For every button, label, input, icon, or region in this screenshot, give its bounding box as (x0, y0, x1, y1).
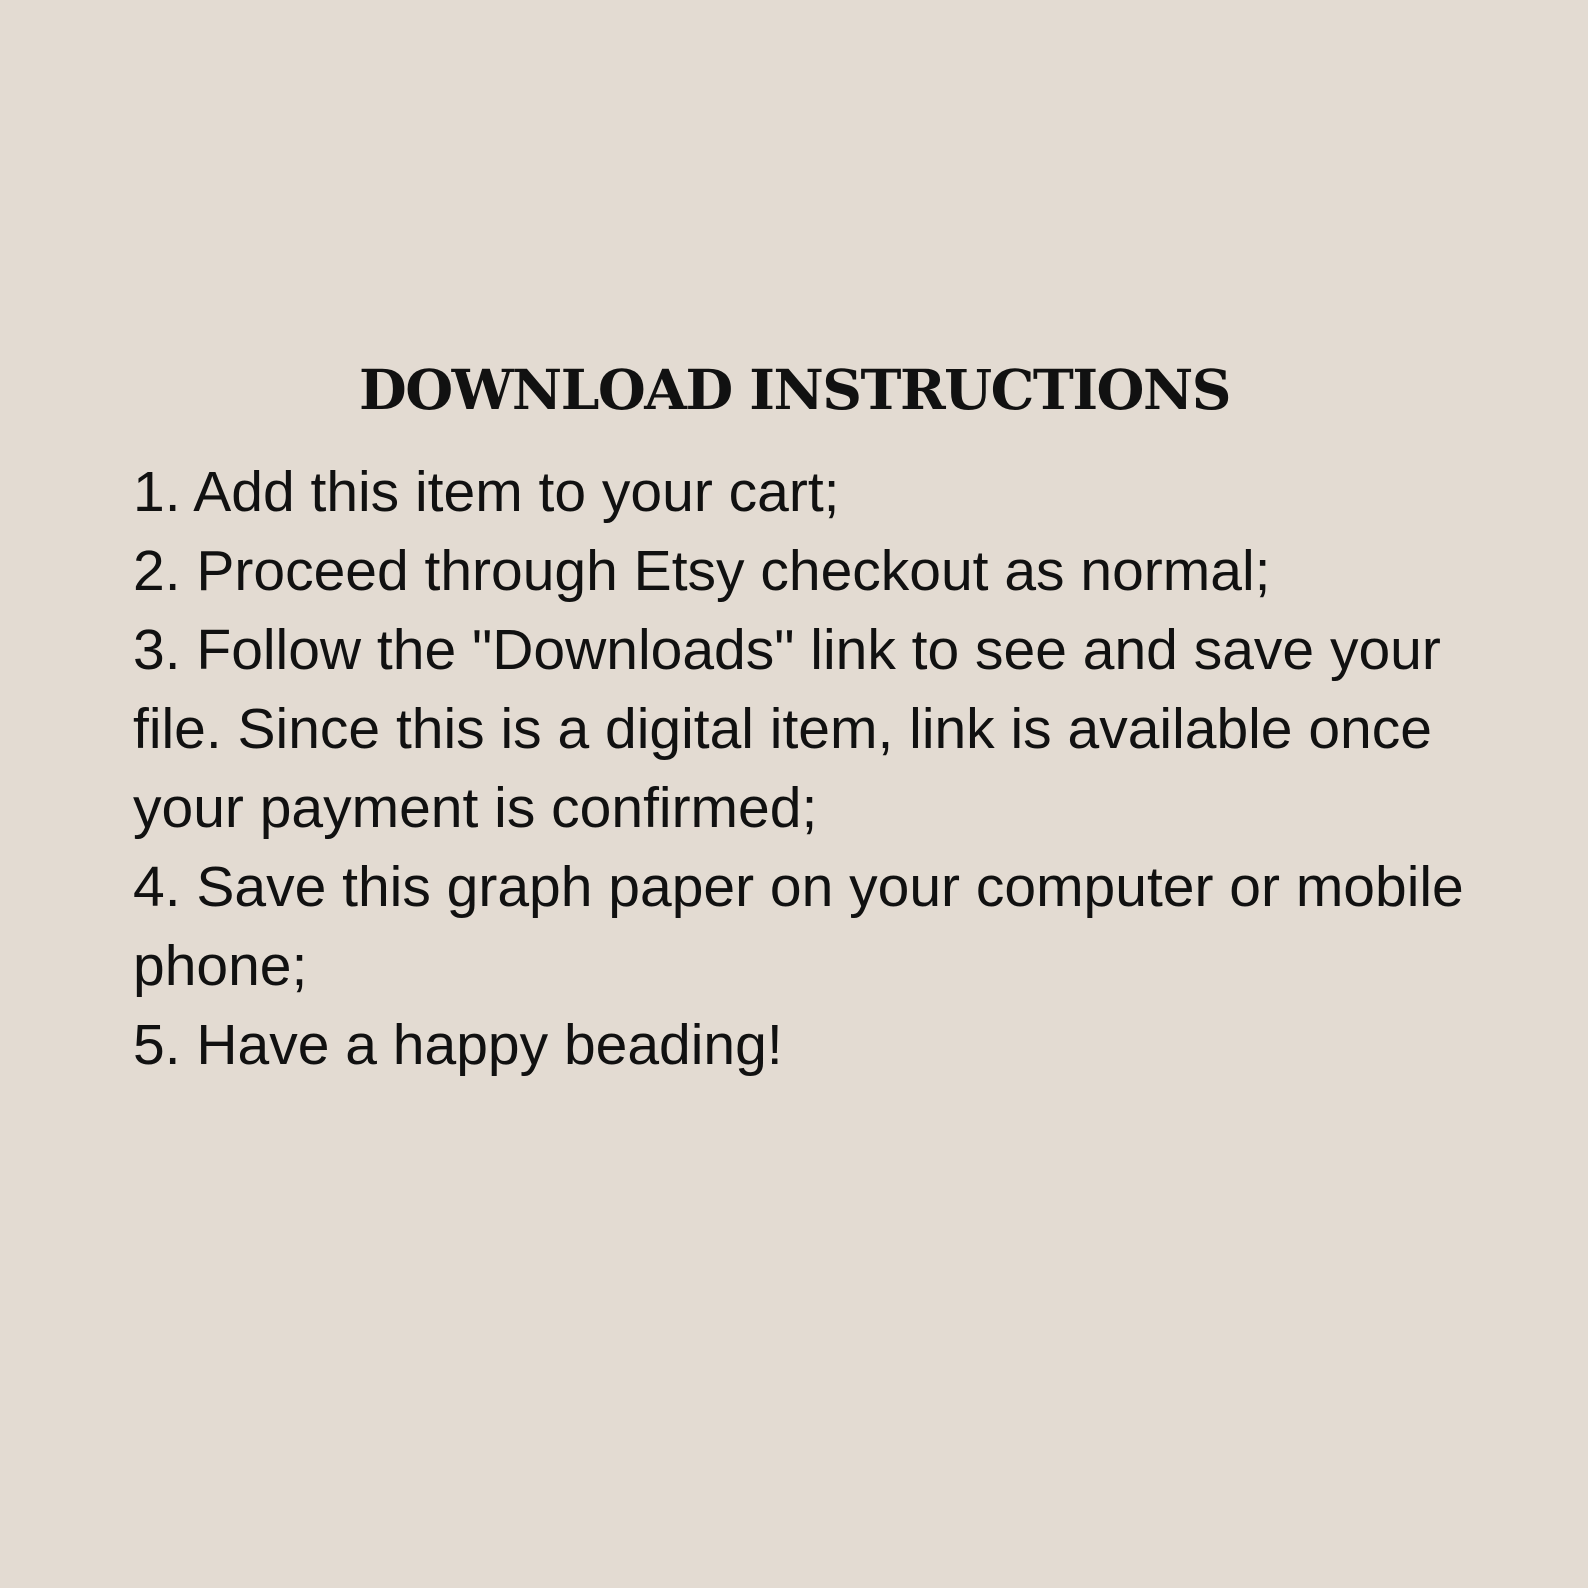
step-item: 1. Add this item to your cart; (133, 460, 840, 524)
steps-list (133, 453, 1473, 1085)
step-item: 3. Follow the "Downloads" link to see and save your file. Since this is a digital item, link is available once your payment is confirmed; (133, 618, 1441, 840)
instructions-title: DOWNLOAD INSTRUCTIONS (359, 357, 1230, 422)
step-item: 4. Save this graph paper on your computer or mobile phone; (133, 855, 1464, 998)
instructions-panel (133, 355, 1473, 1085)
step-item: 5. Have a happy beading! (133, 1013, 783, 1077)
step-item: 2. Proceed through Etsy checkout as normal; (133, 539, 1271, 603)
